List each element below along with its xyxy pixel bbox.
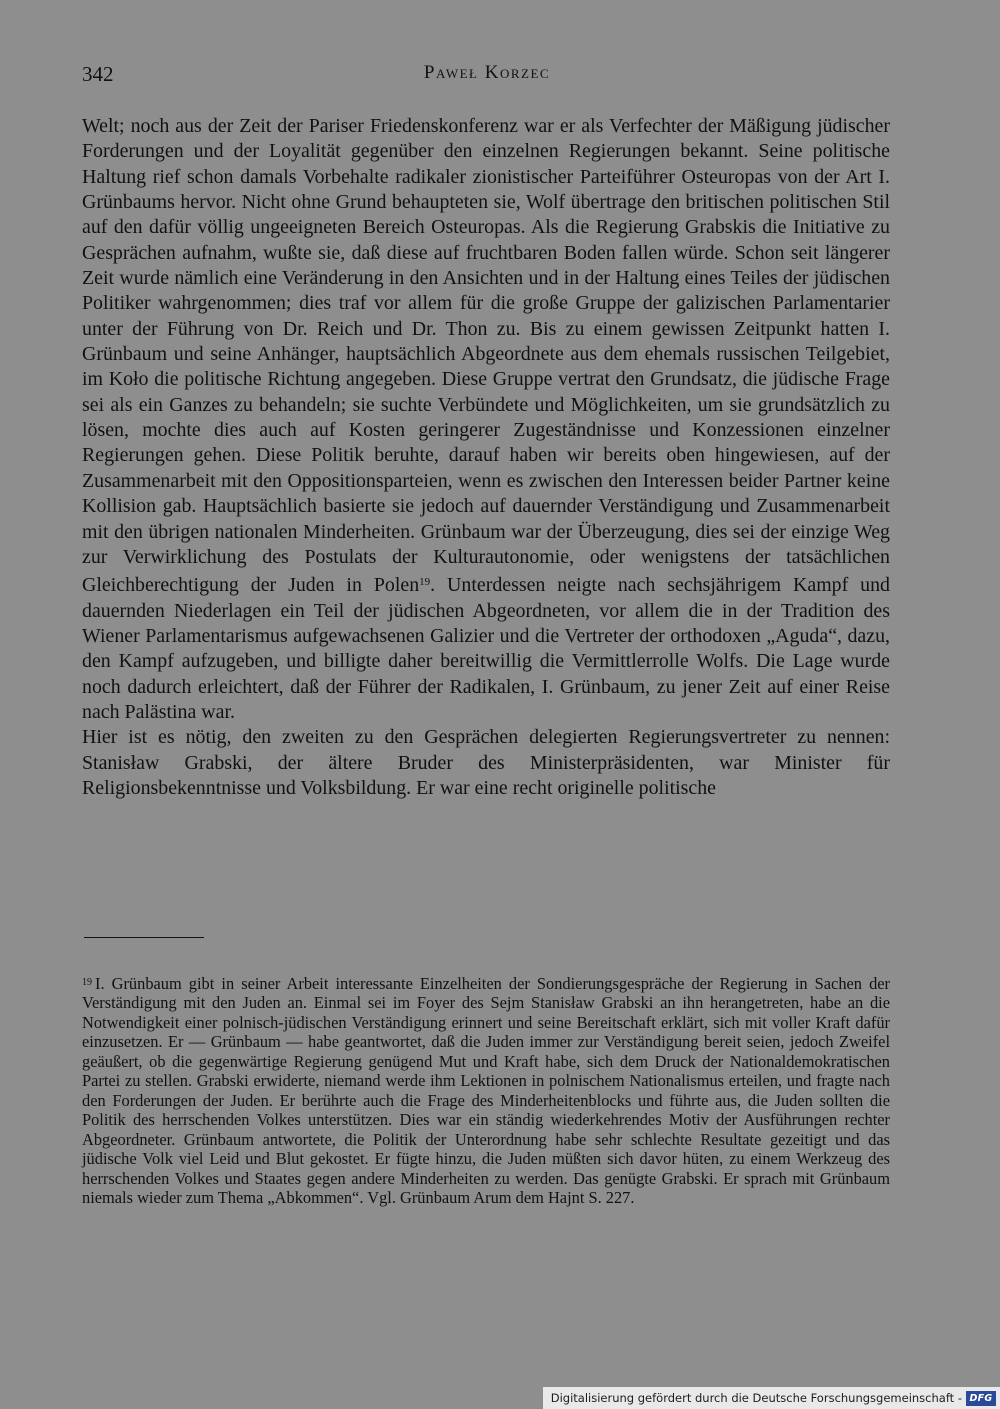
body-paragraph: Hier ist es nötig, den zweiten zu den Gesprächen delegierten Regierungsvertreter zu nennen: Stanisław Grabski, der ältere Bruder des Ministerpräsidenten, war Minister für Religionsbekenntnisse und Volksbildung. Er war eine recht originelle politische	[82, 726, 890, 799]
paragraph-text-continued: . Unterdessen neigte nach sechsjährigem Kampf und dauernden Niederlagen ein Teil der jüdischen Abgeordneten, vor allem die in der Tradition des Wiener Parlamentarismus aufgewachsenen Galizier und die Vertreter der orthodoxen „Aguda“, dazu, den Kampf aufzugeben, und billigte daher bereitwillig die Vermittlerrolle Wolfs. Die Lage wurde noch dadurch erleichtert, daß der Führer der Radikalen, I. Grünbaum, zu jener Zeit auf einer Reise nach Palästina war.	[82, 574, 891, 723]
footnote	[82, 973, 890, 1207]
body-paragraph	[82, 114, 890, 725]
footnote-reference[interactable]: 19	[419, 576, 431, 589]
page-number: 342	[82, 62, 114, 86]
dfg-logo[interactable]: DFG	[966, 1391, 996, 1406]
page-header	[82, 62, 892, 92]
main-text	[82, 114, 890, 801]
digitization-credit-bar	[543, 1387, 1000, 1409]
running-head: Paweł Korzec	[423, 62, 551, 83]
footnote-number: 19	[82, 977, 92, 988]
digitization-credit: Digitalisierung gefördert durch die Deutsche Forschungsgemeinschaft -	[550, 1391, 962, 1405]
footnote-text: I. Grünbaum gibt in seiner Arbeit interessante Einzelheiten der Sondierungsgespräche der Regierung in Sachen der Verständigung mit den Juden an. Einmal sei im Foyer des Sejm Stanisław Grabski an ihn herangetreten, habe an die Notwendigkeit einer polnisch-jüdischen Verständigung erinnert und seine Bereitschaft erklärt, sich mit voller Kraft dafür einzusetzen. Er — Grünbaum — habe geantwortet, daß die Juden immer zur Verständigung bereit seien, jedoch Zweifel geäußert, ob die gegenwärtige Regierung genügend Mut und Kraft habe, sich dem Druck der Nationaldemokratischen Partei zu stellen. Grabski erwiderte, niemand werde ihm Lektionen in polnischem Nationalismus erteilen, und fragte nach den Forderungen der Juden. Er berührte auch die Frage des Minderheitenblocks und führte aus, die Juden sollten die Politik des herrschenden Volkes unterstützen. Dies war ein ständig wiederkehrendes Motiv der Ausführungen rechter Abgeordneter. Grünbaum antwortete, die Politik der Unterordnung habe sehr schlechte Resultate gezeitigt und das jüdische Volk viel Leid und Blut gekostet. Er fügte hinzu, die Juden müßten sich davor hüten, zu einem Werkzeug des herrschenden Volkes und Staates gegen andere Minderheiten zu werden. Das genügte Grabski. Er sprach mit Grünbaum niemals wieder zum Thema „Abkommen“. Vgl. Grünbaum Arum dem Hajnt S. 227.	[82, 974, 890, 1207]
paragraph-text: Welt; noch aus der Zeit der Pariser Friedenskonferenz war er als Verfechter der Mäßigung jüdischer Forderungen und der Loyalität gegenüber den einzelnen Regierungen bekannt. Seine politische Haltung rief schon damals Vorbehalte radikaler zionistischer Parteiführer Osteuropas von der Art I. Grünbaums hervor. Nicht ohne Grund behaupteten sie, Wolf übertrage den britischen politischen Stil auf den dafür völlig ungeeigneten Bereich Osteuropas. Als die Regierung Grabskis die Initiative zu Gesprächen aufnahm, wußte sie, daß diese auf fruchtbaren Boden fallen würde. Schon seit längerer Zeit wurde nämlich eine Veränderung in den Ansichten und in der Haltung eines Teiles der jüdischen Politiker wahrgenommen; dies traf vor allem für die große Gruppe der galizischen Parlamentarier unter der Führung von Dr. Reich und Dr. Thon zu. Bis zu einem gewissen Zeitpunkt hatten I. Grünbaum und seine Anhänger, hauptsächlich Abgeordnete aus dem ehemals russischen Teilgebiet, im Koło die politische Richtung angegeben. Diese Gruppe vertrat den Grundsatz, die jüdische Frage sei als ein Ganzes zu behandeln; sie suchte Verbündete und Möglichkeiten, um sie grundsätzlich zu lösen, mochte dies auch auf Kosten geringerer Zugeständnisse und Konzessionen einzelner Regierungen gehen. Diese Politik beruhte, darauf haben wir bereits oben hingewiesen, auf der Zusammenarbeit mit den Oppositionsparteien, wenn es zwischen den Interessen beider Partner keine Kollision gab. Hauptsächlich basierte sie jedoch auf dauernder Verständigung und Zusammenarbeit mit den übrigen nationalen Minderheiten. Grünbaum war der Überzeugung, dies sei der einzige Weg zur Verwirklichung des Postulats der Kulturautonomie, oder wenigstens der tatsächlichen Gleichberechtigung der Juden in Polen	[82, 115, 890, 597]
footnote-separator	[84, 937, 204, 938]
